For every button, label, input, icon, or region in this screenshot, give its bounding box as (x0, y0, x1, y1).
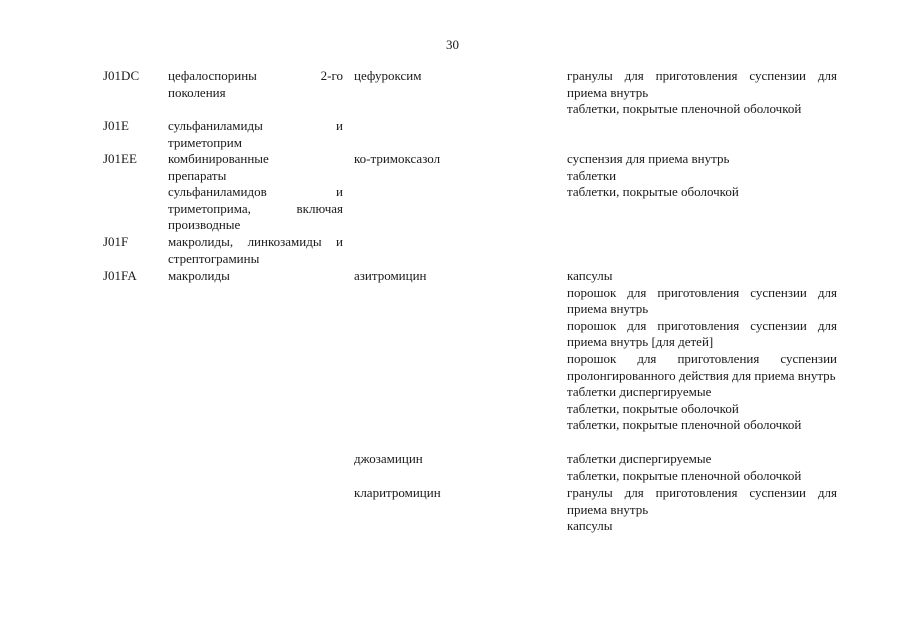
dosage-forms (567, 268, 837, 434)
drug-name: кларитромицин (354, 485, 441, 500)
group-line: макролиды (168, 268, 230, 283)
group-line: препараты (168, 167, 227, 183)
dosage-form: таблетки диспергируемые (567, 384, 712, 400)
group-line: стрептограмины (168, 250, 260, 266)
atc-group (168, 118, 343, 151)
group-line: сульфаниламидов и (168, 184, 343, 200)
group-line: макролиды, линкозамиды и (168, 234, 343, 249)
drug-name: ко-тримоксазол (354, 151, 441, 166)
dosage-form: таблетки, покрытые пленочной оболочкой (567, 101, 802, 117)
dosage-forms (567, 451, 837, 484)
drug-name: джозамицин (354, 451, 423, 466)
dosage-form: порошок для приготовления суспензии для приема внутрь [для детей] (567, 317, 837, 350)
dosage-form: гранулы для приготовления суспензии для приема внутрь (567, 485, 837, 517)
group-line: комбинированные (168, 151, 269, 166)
atc-group (168, 268, 343, 285)
group-line: производные (168, 217, 241, 233)
dosage-form: порошок для приготовления суспензии для приема внутрь (567, 284, 837, 317)
page-number: 30 (446, 37, 459, 52)
atc-group (168, 234, 343, 267)
group-line: цефалоспорины 2-го (168, 68, 343, 83)
atc-code: J01DC (103, 68, 140, 83)
group-line: триметоприм (168, 134, 242, 150)
dosage-form: таблетки (567, 167, 617, 183)
atc-code: J01EE (103, 151, 137, 166)
dosage-form: таблетки, покрытые пленочной оболочкой (567, 417, 802, 433)
dosage-form: таблетки диспергируемые (567, 451, 712, 466)
dosage-form: гранулы для приготовления суспензии для приема внутрь (567, 68, 837, 100)
drug-name: азитромицин (354, 268, 427, 283)
dosage-form: таблетки, покрытые оболочкой (567, 184, 739, 200)
group-line: поколения (168, 84, 226, 100)
atc-group (168, 151, 343, 234)
dosage-form: порошок для приготовления суспензии пролонгированного действия для приема внутрь (567, 350, 837, 383)
atc-group (168, 68, 343, 101)
atc-code: J01F (103, 234, 129, 249)
dosage-form: капсулы (567, 518, 613, 534)
dosage-form: капсулы (567, 268, 613, 283)
dosage-form: таблетки, покрытые пленочной оболочкой (567, 467, 802, 483)
group-line: сульфаниламиды и (168, 118, 343, 133)
atc-code: J01E (103, 118, 129, 133)
dosage-form: таблетки, покрытые оболочкой (567, 400, 739, 416)
dosage-form: суспензия для приема внутрь (567, 151, 730, 166)
dosage-forms (567, 68, 837, 118)
atc-code: J01FA (103, 268, 137, 283)
group-line: триметоприма, включая (168, 200, 343, 216)
drug-name: цефуроксим (354, 68, 422, 83)
dosage-forms (567, 485, 837, 535)
dosage-forms (567, 151, 837, 201)
